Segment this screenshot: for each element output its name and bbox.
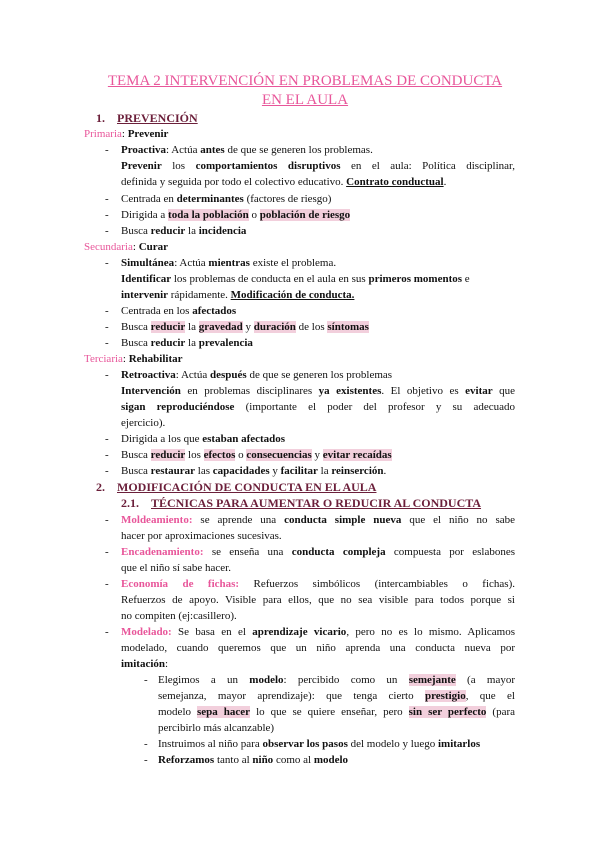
list-item: Busca restaurar las capacidades y facilitar la reinserción. xyxy=(121,465,387,477)
paragraph: que el niño sí sabe hacer. xyxy=(121,562,231,574)
bullet: - xyxy=(105,449,109,461)
title-line-1: TEMA 2 INTERVENCIÓN EN PROBLEMAS DE CONDUCTA xyxy=(107,73,503,89)
list-item: Busca reducir la prevalencia xyxy=(121,337,253,349)
list-item: Reforzamos tanto al niño como al modelo xyxy=(158,754,349,766)
list-item: Moldeamiento: se aprende una conducta simple nueva que el niño no sabe xyxy=(121,514,515,526)
secundaria-heading: Secundaria: Curar xyxy=(84,241,169,253)
list-item: Dirigida a los que estaban afectados xyxy=(121,433,286,445)
terciaria-heading: Terciaria: Rehabilitar xyxy=(84,353,183,365)
list-item: Busca reducir la incidencia xyxy=(121,225,247,237)
section-2-1-heading: 2.1. TÉCNICAS PARA AUMENTAR O REDUCIR AL CONDUCTA xyxy=(121,496,482,510)
bullet: - xyxy=(144,674,148,686)
bullet: - xyxy=(105,626,109,638)
paragraph: modelo sepa hacer lo que se quiere enseñar, pero sin ser perfecto (para xyxy=(158,706,516,718)
list-item: Busca reducir los efectos o consecuencias y evitar recaídas xyxy=(121,449,392,461)
bullet: - xyxy=(105,465,109,477)
paragraph: ejercicio). xyxy=(121,417,166,429)
list-item: Instruimos al niño para observar los pasos del modelo y luego imitarlos xyxy=(158,738,481,750)
bullet: - xyxy=(105,305,109,317)
bullet: - xyxy=(105,433,109,445)
primaria-heading: Primaria: Prevenir xyxy=(84,128,169,140)
paragraph: hacer por aproximaciones sucesivas. xyxy=(121,530,282,542)
bullet: - xyxy=(144,738,148,750)
paragraph: semejanza, mayor aprendizaje): que tenga cierto prestigio, que el xyxy=(158,690,515,702)
bullet: - xyxy=(105,209,109,221)
bullet: - xyxy=(105,369,109,381)
list-item: Centrada en determinantes (factores de riesgo) xyxy=(121,193,332,205)
section-1-heading: 1. PREVENCIÓN xyxy=(96,111,198,125)
list-item: Modelado: Se basa en el aprendizaje vicario, pero no es lo mismo. Aplicamos xyxy=(121,626,515,638)
bullet: - xyxy=(105,257,109,269)
paragraph: Intervención en problemas disciplinares ya existentes. El objetivo es evitar que xyxy=(121,385,515,397)
page-title xyxy=(60,72,550,110)
paragraph: percibirlo más alcanzable) xyxy=(158,722,275,734)
bullet: - xyxy=(105,225,109,237)
paragraph: sigan reproduciéndose (importante el poder del profesor y su adecuado xyxy=(121,401,516,413)
bullet: - xyxy=(105,578,109,590)
paragraph: Identificar los problemas de conducta en el aula en sus primeros momentos e xyxy=(121,273,470,285)
list-item: Retroactiva: Actúa después de que se generen los problemas xyxy=(121,369,393,381)
list-item: Dirigida a toda la población o población de riesgo xyxy=(121,209,351,221)
list-item: Elegimos a un modelo: percibido como un semejante (a mayor xyxy=(158,674,515,686)
paragraph: Prevenir los comportamientos disruptivos en el aula: Política disciplinar, xyxy=(121,160,515,172)
bullet: - xyxy=(105,514,109,526)
paragraph: Refuerzos de apoyo. Visible para ellos, que no sea visible para todos porque si xyxy=(121,594,515,606)
bullet: - xyxy=(105,337,109,349)
bullet: - xyxy=(105,321,109,333)
paragraph: modelado, cuando queremos que un niño aprenda una conducta nueva por xyxy=(121,642,515,654)
section-2-heading: 2. MODIFICACIÓN DE CONDUCTA EN EL AULA xyxy=(96,480,377,494)
paragraph: imitación: xyxy=(121,658,169,670)
list-item: Simultánea: Actúa mientras existe el problema. xyxy=(121,257,337,269)
list-item: Economía de fichas: Refuerzos simbólicos (intercambiables o fichas). xyxy=(121,578,515,590)
bullet: - xyxy=(105,193,109,205)
bullet: - xyxy=(144,754,148,766)
list-item: Busca reducir la gravedad y duración de los síntomas xyxy=(121,321,369,333)
paragraph: definida y seguida por todo el colectivo educativo. Contrato conductual. xyxy=(121,176,447,188)
list-item: Encadenamiento: se enseña una conducta compleja compuesta por eslabones xyxy=(121,546,515,558)
paragraph: intervenir rápidamente. Modificación de conducta. xyxy=(121,289,355,301)
bullet: - xyxy=(105,144,109,156)
list-item: Centrada en los afectados xyxy=(121,305,237,317)
paragraph: no compiten (ej:casillero). xyxy=(121,610,237,622)
title-line-2: EN EL AULA xyxy=(261,92,349,108)
list-item: Proactiva: Actúa antes de que se generen los problemas. xyxy=(121,144,373,156)
bullet: - xyxy=(105,546,109,558)
